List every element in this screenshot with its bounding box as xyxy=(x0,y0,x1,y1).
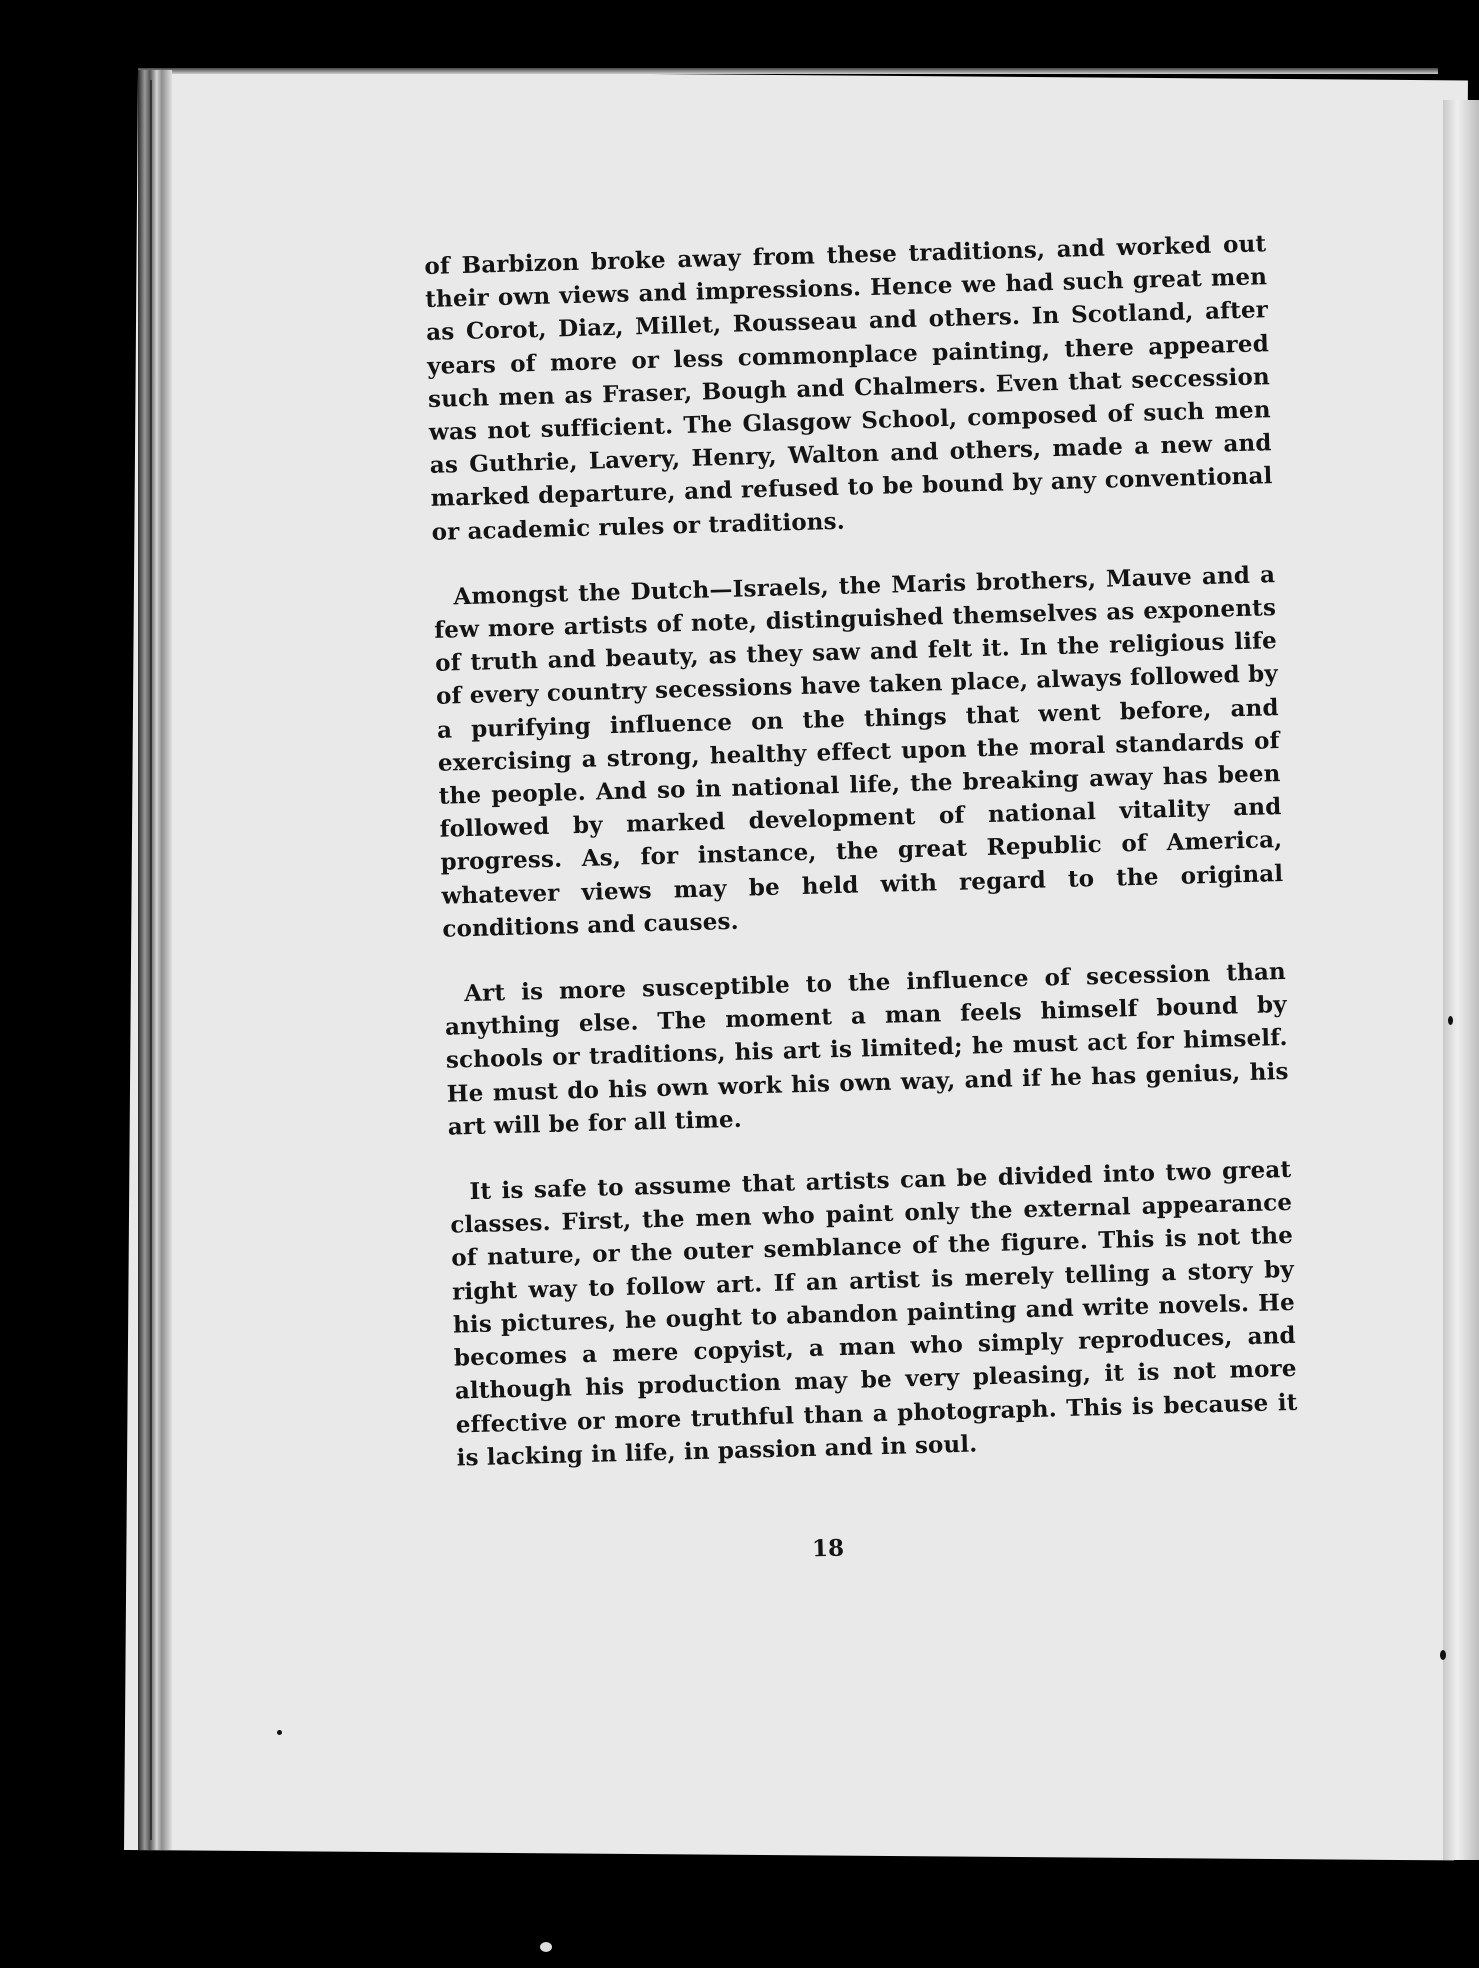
body-text xyxy=(424,227,1300,1506)
paragraph-3: Art is more susceptible to the influence of secession than anything else. The moment a man feels himself bound by schools or traditions, his art is limited; he must act for himself. He must do his own work his own way, and if he has genius, his art will be for all time. xyxy=(444,958,1289,1141)
scan-speck xyxy=(1440,1650,1446,1660)
scan-speck xyxy=(540,1942,552,1952)
spine-line xyxy=(150,80,152,1840)
scan-speck xyxy=(277,1730,282,1735)
paragraph-1: of Barbizon broke away from these traditions, and worked out their own views and impressions. Hence we had such great men as Corot, Diaz, Millet, Rousseau and others. In Scotland, after years of more or less commonplace painting, there appeared such men as Fraser, Bough and Chalmers. Even that seccession was not sufficient. The Glasgow School, composed of such men as Guthrie, Lavery, Henry, Walton and others, made a new and marked departure, and refused to be bound by any conventional or academic rules or traditions. xyxy=(424,230,1273,546)
page-number: 18 xyxy=(811,1534,845,1563)
scan-speck xyxy=(1448,1016,1453,1025)
book-spine xyxy=(138,70,172,1850)
next-page-edge xyxy=(1443,100,1479,1860)
page-top-edge xyxy=(138,68,1438,74)
paragraph-4: It is safe to assume that artists can be divided into two great classes. First, the men who paint only the external appearance of nature, or the outer semblance of the figure. This is not the right way to follow art. If an artist is merely telling a story by his pictures, he ought to abandon painting and write novels. He becomes a mere copyist, a man who simply reproduces, and although his production may be very pleasing, it is not more effective or more truthful than a photograph. This is because it is lacking in life, in passion and in soul. xyxy=(450,1155,1298,1472)
paragraph-2: Amongst the Dutch—Israels, the Maris brothers, Mauve and a few more artists of note, distinguished themselves as exponents of truth and beauty, as they saw and felt it. In the religious life of every country secessions have taken place, always followed by a purifying influence on the things that went before, and exercising a strong, healthy effect upon the moral standards of the people. And so in national life, the breaking away has been followed by marked development of national vitality and progress. As, for instance, the great Republic of America, whatever views may be held with regard to the original conditions and causes. xyxy=(433,560,1284,943)
